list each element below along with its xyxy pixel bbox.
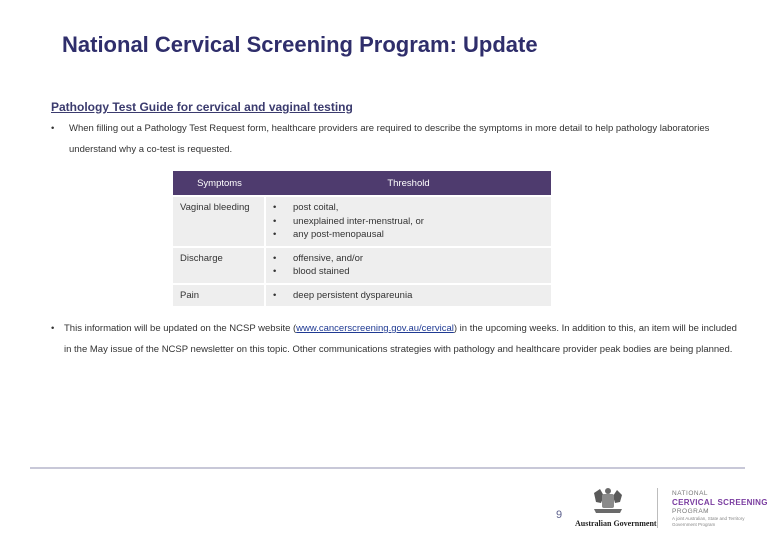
list-item: • deep persistent dyspareunia bbox=[273, 289, 545, 303]
symptom-cell: Vaginal bleeding bbox=[173, 197, 266, 246]
bullet-text: When filling out a Pathology Test Request form, healthcare providers are required to describe the symptoms in more detail to help pathology laboratories understand why a co-test is requested. bbox=[69, 123, 710, 155]
section-subtitle: Pathology Test Guide for cervical and vaginal testing bbox=[51, 100, 353, 114]
threshold-cell bbox=[266, 197, 551, 246]
header-threshold: Threshold bbox=[266, 171, 551, 195]
bullet-point bbox=[51, 118, 731, 160]
list-item: • any post-menopausal bbox=[273, 228, 545, 242]
list-item: • unexplained inter-menstrual, or bbox=[273, 215, 545, 229]
table-header-row bbox=[173, 171, 551, 195]
ncsp-logo-line2: CERVICAL SCREENING bbox=[672, 498, 768, 507]
threshold-cell bbox=[266, 285, 551, 307]
list-item: • blood stained bbox=[273, 265, 545, 279]
ncsp-logo bbox=[672, 489, 768, 528]
symptom-cell: Discharge bbox=[173, 248, 266, 283]
bullet-point bbox=[51, 318, 741, 360]
government-logo-label: Australian Government bbox=[575, 519, 657, 528]
bullet-text-start: This information will be updated on the NCSP website ( bbox=[64, 323, 297, 334]
table-row bbox=[173, 248, 551, 283]
ncsp-logo-tagline: A joint Australian, State and Territory Government Program bbox=[672, 516, 745, 527]
header-symptoms: Symptoms bbox=[173, 171, 266, 195]
table-row bbox=[173, 285, 551, 307]
page-title: National Cervical Screening Program: Update bbox=[62, 32, 538, 57]
table-row bbox=[173, 197, 551, 246]
threshold-cell bbox=[266, 248, 551, 283]
list-item: • post coital, bbox=[273, 201, 545, 215]
logo-divider bbox=[657, 488, 658, 528]
coat-of-arms-icon bbox=[590, 487, 626, 517]
bullet-text-end: ) in the upcoming weeks. In addition to this, an item will be included in the May issue of the NCSP newsletter on this topic. Other communications strategies with pathology and healthcare provider peak bodies are being planned. bbox=[64, 323, 737, 355]
symptom-cell: Pain bbox=[173, 285, 266, 307]
ncsp-logo-line1: NATIONAL bbox=[672, 490, 709, 497]
footer-divider bbox=[30, 467, 745, 469]
threshold-table bbox=[173, 169, 551, 308]
page-number: 9 bbox=[556, 509, 563, 521]
bullet-icon: • bbox=[51, 123, 55, 134]
bullet-icon: • bbox=[51, 323, 55, 334]
ncsp-logo-line3: PROGRAM bbox=[672, 508, 710, 515]
list-item: • offensive, and/or bbox=[273, 252, 545, 266]
bullet-text bbox=[64, 318, 741, 360]
ncsp-website-link[interactable]: www.cancerscreening.gov.au/cervical bbox=[296, 323, 454, 334]
